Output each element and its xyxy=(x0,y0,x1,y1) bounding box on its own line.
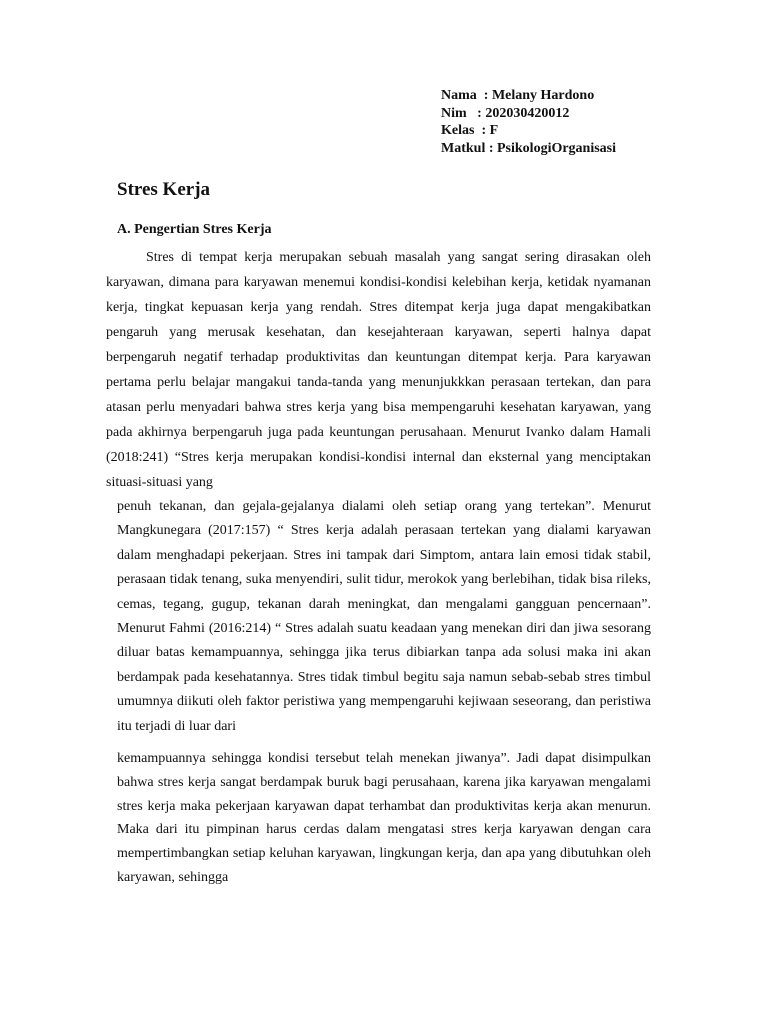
course-value: PsikologiOrganisasi xyxy=(497,140,617,156)
section-heading: A. Pengertian Stres Kerja xyxy=(117,222,272,237)
name-value: Melany Hardono xyxy=(491,88,595,103)
name-label: Nama : xyxy=(441,88,492,103)
student-info-block xyxy=(441,87,616,157)
course-row xyxy=(441,140,616,158)
course-label: Matkul : xyxy=(441,140,497,156)
name-row xyxy=(441,87,616,105)
class-label: Kelas : xyxy=(441,123,490,138)
nim-value: 202030420012 xyxy=(485,105,570,121)
body-paragraph: kemampuannya sehingga kondisi tersebut telah menekan jiwanya”. Jadi dapat disimpulkan bahwa stres kerja sangat berdampak buruk bagi perusahaan, karena jika karyawan mengalami stres kerja maka pekerjaan karyawan dapat terhambat dan produktivitas kerja akan menurun. Maka dari itu pimpinan harus cerdas dalam mengatasi stres kerja karyawan dengan cara mempertimbangkan setiap keluhan karyawan, lingkungan kerja, dan apa yang dibutuhkan oleh karyawan, sehingga xyxy=(117,751,651,885)
class-value: F xyxy=(489,123,499,138)
nim-label: Nim : xyxy=(441,105,486,121)
body-paragraph: penuh tekanan, dan gejala-gejalanya dialami oleh setiap orang yang tertekan”. Menurut Mangkunegara (2017:157) “ Stres kerja adalah perasaan tertekan yang dialami karyawan dalam menghadapi pekerjaan. Stres ini tampak dari Simptom, antara lain emosi tidak stabil, perasaan tidak tenang, suka menyendiri, sulit tidur, merokok yang berlebihan, tidak bisa rileks, cemas, tegang, gugup, tekanan darah meningkat, dan mengalami gangguan pencernaan”. Menurut Fahmi (2016:214) “ Stres adalah suatu keadaan yang menekan diri dan jiwa sesorang diluar batas kemampuannya, sehingga jika terus dibiarkan tanpa ada solusi maka ini akan berdampak pada kesehatannya. Stres tidak timbul begitu saja namun sebab-sebab stres timbul umumnya diikuti oleh faktor peristiwa yang mempengaruhi kejiwaan seseorang, dan peristiwa itu terjadi di luar dari xyxy=(117,499,651,734)
class-row xyxy=(441,122,616,140)
nim-row xyxy=(441,105,616,123)
document-title: Stres Kerja xyxy=(117,179,211,200)
body-paragraph: Stres di tempat kerja merupakan sebuah masalah yang sangat sering dirasakan oleh karyawan, dimana para karyawan menemui kondisi-kondisi kelebihan kerja, ketidak nyamanan kerja, tingkat kepuasan kerja yang rendah. Stres ditempat kerja juga dapat mengakibatkan pengaruh yang merusak kesehatan, dan kesejahteraan karyawan, seperti halnya dapat berpengaruh negatif terhadap produktivitas dan keuntungan ditempat kerja. Para karyawan pertama perlu belajar mangakui tanda-tanda yang menunjukkkan perasaan tertekan, dan para atasan perlu menyadari bahwa stres kerja yang bisa mempengaruhi kesehatan karyawan, yang pada akhirnya berpengaruh juga pada keuntungan perusahaan. Menurut Ivanko dalam Hamali (2018:241) “Stres kerja merupakan kondisi-kondisi internal dan eksternal yang menciptakan situasi-situasi yang xyxy=(106,250,651,490)
